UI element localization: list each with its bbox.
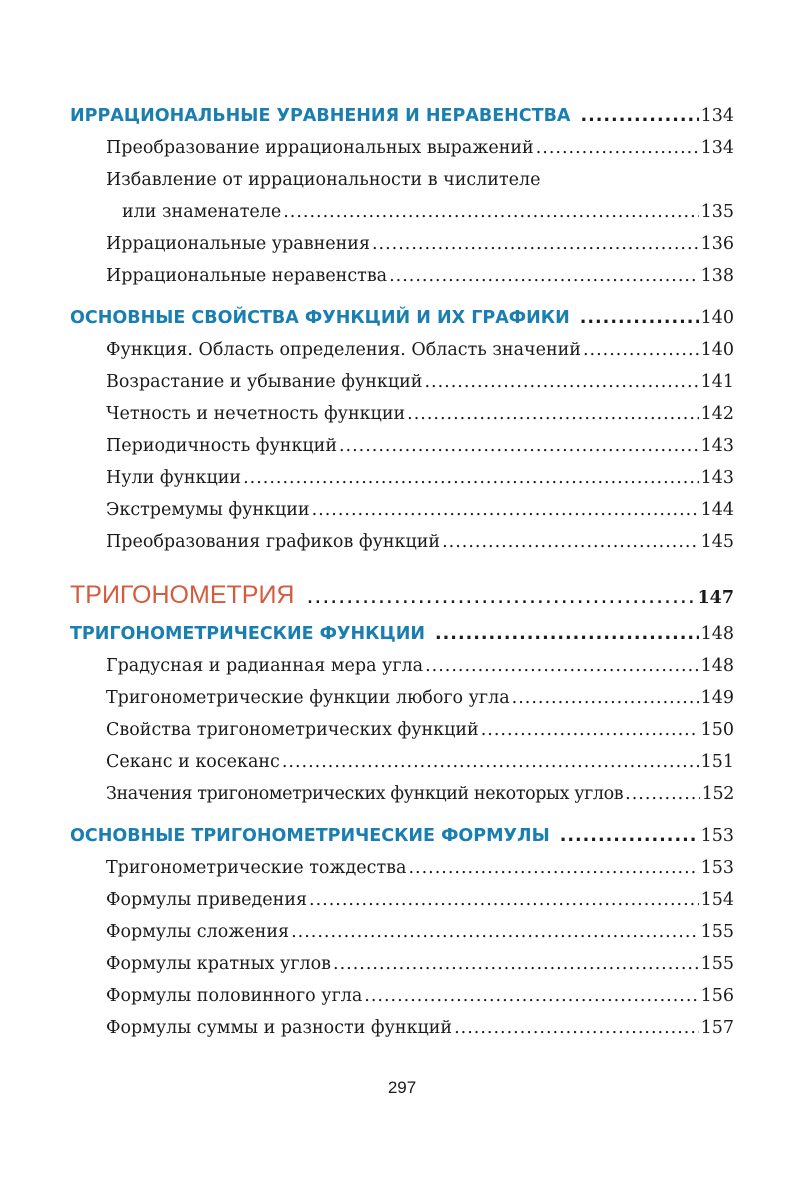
entry-title: Формулы приведения: [106, 890, 308, 910]
entry-page: 140: [700, 340, 734, 360]
entry-title: Тригонометрические тождества: [106, 858, 407, 878]
entry-title: Тригонометрические функции любого угла: [106, 688, 510, 708]
toc-entry[interactable]: [70, 260, 734, 292]
section-title: ИРРАЦИОНАЛЬНЫЕ УРАВНЕНИЯ И НЕРАВЕНСТВА: [70, 106, 571, 126]
dot-leader: [243, 462, 699, 494]
entry-title: Иррациональные уравнения: [106, 234, 370, 254]
entry-title-line2: или знаменателе: [122, 202, 282, 222]
dot-leader: [291, 916, 699, 948]
toc-entry[interactable]: [70, 980, 734, 1012]
entry-title: Секанс и косеканс: [106, 752, 280, 772]
toc-entry[interactable]: [70, 430, 734, 462]
dot-leader: [389, 260, 698, 292]
entry-title: Иррациональные неравенства: [106, 266, 388, 286]
entry-page: 155: [700, 954, 734, 974]
toc-entry[interactable]: [70, 714, 734, 746]
toc-entry[interactable]: [70, 778, 734, 810]
dot-leader: [560, 820, 699, 852]
dot-leader: [580, 302, 699, 334]
dot-leader: [580, 100, 698, 132]
toc-entry[interactable]: [70, 1012, 734, 1044]
dot-leader: [364, 980, 698, 1012]
dot-leader: [407, 398, 698, 430]
toc-entry[interactable]: [70, 334, 734, 366]
chapter-title: ТРИГОНОМЕТРИЯ: [70, 581, 295, 609]
entry-title: Свойства тригонометрических функций: [106, 720, 479, 740]
entry-title: Периодичность функций: [106, 436, 337, 456]
dot-leader: [312, 494, 699, 526]
entry-page: 134: [700, 138, 734, 158]
entry-title: Четность и нечетность функции: [106, 404, 406, 424]
entry-page: 142: [700, 404, 734, 424]
entry-page: 154: [700, 890, 734, 910]
dot-leader: [372, 228, 699, 260]
entry-page: 135: [700, 202, 734, 222]
entry-page: 148: [700, 656, 734, 676]
toc-entry[interactable]: [70, 462, 734, 494]
toc-chapter-heading[interactable]: [70, 572, 734, 618]
entry-page: 150: [700, 720, 734, 740]
toc-section-heading[interactable]: [70, 302, 734, 334]
toc-entry[interactable]: [70, 228, 734, 260]
toc-section-heading[interactable]: [70, 618, 734, 650]
toc-entry[interactable]: [70, 494, 734, 526]
entry-title: Формулы суммы и разности функций: [106, 1018, 453, 1038]
toc-entry[interactable]: [70, 746, 734, 778]
entry-page: 151: [700, 752, 734, 772]
entry-title: Формулы сложения: [106, 922, 290, 942]
dot-leader: [283, 196, 698, 228]
entry-title-line1: Избавление от иррациональности в числителе: [106, 170, 541, 190]
dot-leader: [481, 714, 699, 746]
toc-section-heading[interactable]: [70, 100, 734, 132]
section-page: 140: [700, 308, 734, 328]
section-page: 134: [700, 106, 734, 126]
entry-title: Экстремумы функции: [106, 500, 310, 520]
dot-leader: [435, 618, 699, 650]
entry-title: Функция. Область определения. Область значений: [106, 340, 581, 360]
dot-leader: [408, 852, 698, 884]
section-page: 153: [700, 826, 734, 846]
entry-page: 144: [700, 500, 734, 520]
table-of-contents: [70, 100, 734, 1044]
entry-page: 149: [700, 688, 734, 708]
toc-entry[interactable]: [70, 398, 734, 430]
entry-page: 155: [700, 922, 734, 942]
toc-entry[interactable]: [70, 366, 734, 398]
entry-page: 153: [700, 858, 734, 878]
entry-page: 136: [700, 234, 734, 254]
entry-title: Градусная и радианная мера угла: [106, 656, 424, 676]
dot-leader: [282, 746, 699, 778]
entry-title: Преобразование иррациональных выражений: [106, 138, 534, 158]
entry-title: Возрастание и убывание функций: [106, 372, 423, 392]
toc-entry[interactable]: [70, 884, 734, 916]
section-page: 148: [700, 624, 734, 644]
dot-leader: [536, 132, 699, 164]
entry-page: 145: [700, 532, 734, 552]
entry-page: 152: [701, 784, 734, 804]
dot-leader: [583, 334, 699, 366]
toc-entry[interactable]: [70, 682, 734, 714]
dot-leader: [424, 366, 698, 398]
entry-page: 143: [700, 436, 734, 456]
entry-title: Формулы кратных углов: [106, 954, 332, 974]
entry-page: 156: [700, 986, 734, 1006]
section-title: ОСНОВНЫЕ ТРИГОНОМЕТРИЧЕСКИЕ ФОРМУЛЫ: [70, 826, 550, 846]
section-title: ТРИГОНОМЕТРИЧЕСКИЕ ФУНКЦИИ: [70, 624, 425, 644]
entry-title: Преобразования графиков функций: [106, 532, 441, 552]
toc-entry[interactable]: [70, 948, 734, 980]
entry-page: 157: [700, 1018, 734, 1038]
toc-section-heading[interactable]: [70, 820, 734, 852]
dot-leader: [425, 650, 699, 682]
toc-entry[interactable]: [70, 650, 734, 682]
entry-page: 138: [700, 266, 734, 286]
spacer: [70, 292, 734, 302]
dot-leader: [454, 1012, 699, 1044]
dot-leader: [339, 430, 699, 462]
dot-leader: [512, 682, 699, 714]
entry-title: Нули функции: [106, 468, 242, 488]
entry-title: Значения тригонометрических функций некоторых углов: [106, 784, 624, 804]
toc-entry-line1[interactable]: [70, 164, 734, 196]
page-number: 297: [387, 1078, 417, 1097]
toc-entry-line2[interactable]: [70, 196, 734, 228]
toc-entry[interactable]: [70, 916, 734, 948]
dot-leader: [309, 884, 699, 916]
dot-leader: [625, 778, 700, 810]
spacer: [70, 810, 734, 820]
section-title: ОСНОВНЫЕ СВОЙСТВА ФУНКЦИЙ И ИХ ГРАФИКИ: [70, 308, 570, 328]
toc-entry[interactable]: [70, 132, 734, 164]
entry-page: 143: [700, 468, 734, 488]
entry-page: 141: [700, 372, 734, 392]
chapter-page: 147: [697, 588, 734, 608]
dot-leader: [442, 526, 699, 558]
toc-entry[interactable]: [70, 852, 734, 884]
entry-title: Формулы половинного угла: [106, 986, 363, 1006]
toc-entry[interactable]: [70, 526, 734, 558]
dot-leader: [333, 948, 699, 980]
dot-leader: [306, 572, 695, 618]
